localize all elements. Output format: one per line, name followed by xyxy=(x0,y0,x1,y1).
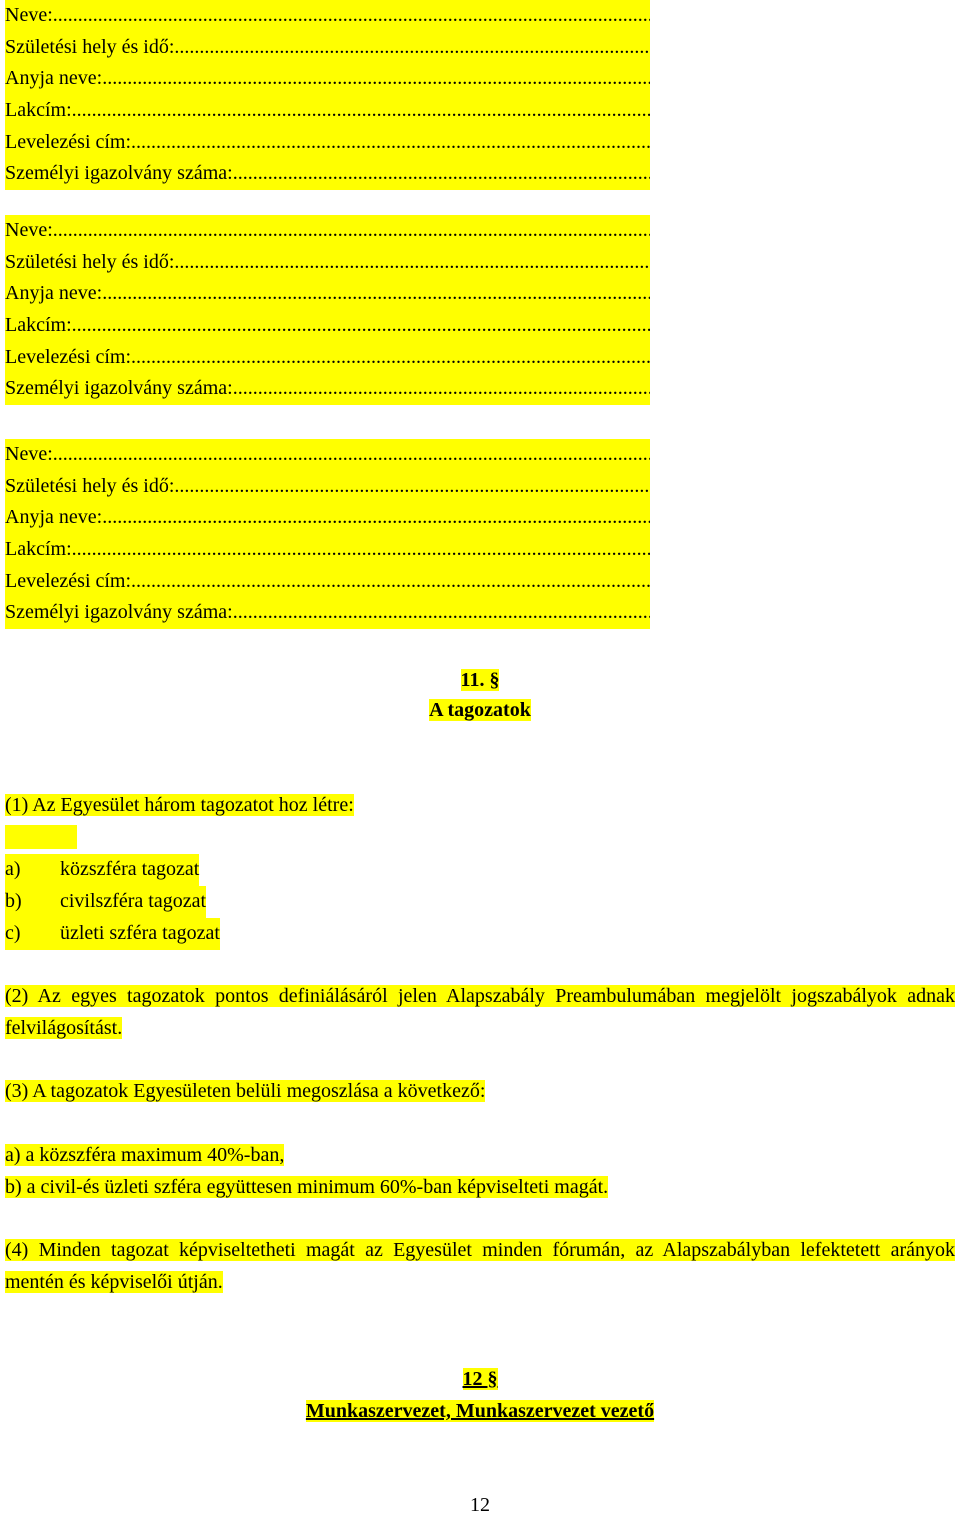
name-label: Neve: xyxy=(5,4,53,26)
birth-line xyxy=(5,32,650,64)
paragraph-3b-text: b) a civil-és üzleti szféra együttesen minimum 60%-ban képviselteti magát. xyxy=(5,1176,609,1198)
section-symbol: § xyxy=(489,669,500,691)
list-text: közszféra tagozat xyxy=(60,858,200,880)
section-symbol: § xyxy=(487,1368,498,1390)
id-label: Személyi igazolvány száma: xyxy=(5,377,233,400)
section-11-number-text: 11. § xyxy=(460,669,500,691)
fill-dots xyxy=(102,502,650,534)
id-line xyxy=(5,373,650,405)
address-label: Lakcím: xyxy=(5,99,72,122)
list-text: civilszféra tagozat xyxy=(60,890,207,912)
fill-dots xyxy=(233,158,650,190)
paragraph-3a xyxy=(5,1140,955,1172)
mother-line xyxy=(5,502,650,534)
member-block-3 xyxy=(5,439,650,629)
fill-dots xyxy=(102,278,650,310)
paragraph-3 xyxy=(5,1076,955,1108)
fill-dots xyxy=(174,32,650,64)
mother-line xyxy=(5,63,650,95)
section-12-number xyxy=(0,1364,960,1394)
fill-dots xyxy=(131,127,650,159)
birth-label: Születési hely és idő: xyxy=(5,250,175,273)
paragraph-1-text: (1) Az Egyesület három tagozatot hoz létre: xyxy=(5,794,354,816)
paragraph-3-text: (3) A tagozatok Egyesületen belüli megoszlása a következő: xyxy=(5,1080,486,1102)
mail-label: Levelezési cím: xyxy=(5,345,132,368)
paragraph-2-text: (2) Az egyes tagozatok pontos definiálásáról jelen Alapszabály Preambulumában megjelölt jogszabályok adnak felvilágosítást. xyxy=(5,985,955,1039)
mail-label: Levelezési cím: xyxy=(5,569,132,592)
blank-highlight xyxy=(5,825,77,849)
mail-line xyxy=(5,566,650,598)
section-11-title xyxy=(0,696,960,724)
birth-line xyxy=(5,247,650,279)
address-line xyxy=(5,534,650,566)
fill-dots xyxy=(131,342,650,374)
id-label: Személyi igazolvány száma: xyxy=(5,601,233,624)
section-11-number xyxy=(0,666,960,694)
list-item xyxy=(5,854,199,886)
paragraph-4-text: (4) Minden tagozat képviseltetheti magát az Egyesület minden fórumán, az Alapszabályban lefektetett arányok mentén és képviselői útján. xyxy=(5,1239,955,1293)
fill-dots xyxy=(53,215,650,247)
birth-label: Születési hely és idő: xyxy=(5,35,175,58)
fill-dots xyxy=(53,439,650,471)
list-marker: b) xyxy=(5,890,22,912)
list-marker: c) xyxy=(5,922,21,944)
mother-label: Anyja neve: xyxy=(5,282,103,305)
fill-dots xyxy=(131,566,650,598)
fill-dots xyxy=(174,471,650,503)
address-label: Lakcím: xyxy=(5,538,72,561)
list-marker: a) xyxy=(5,858,21,880)
section-12-number-text: 12 § xyxy=(462,1368,498,1390)
fill-dots xyxy=(233,597,650,629)
fill-dots xyxy=(72,534,650,566)
paragraph-4 xyxy=(5,1235,955,1298)
list-item xyxy=(5,918,220,950)
mail-line xyxy=(5,342,650,374)
birth-line xyxy=(5,471,650,503)
fill-dots xyxy=(72,310,650,342)
birth-label: Születési hely és idő: xyxy=(5,474,175,497)
page-number: 12 xyxy=(470,1494,490,1516)
fill-dots xyxy=(53,0,650,32)
id-line xyxy=(5,597,650,629)
fill-dots xyxy=(174,247,650,279)
paragraph-2 xyxy=(5,981,955,1044)
name-line xyxy=(5,0,650,32)
name-label: Neve: xyxy=(5,219,53,241)
section-12-title xyxy=(0,1396,960,1426)
mother-label: Anyja neve: xyxy=(5,67,103,90)
section-11-title-text: A tagozatok xyxy=(429,699,531,721)
mother-line xyxy=(5,278,650,310)
name-label: Neve: xyxy=(5,443,53,465)
fill-dots xyxy=(233,373,650,405)
mail-label: Levelezési cím: xyxy=(5,130,132,153)
member-block-2 xyxy=(5,215,650,405)
paragraph-3a-text: a) a közszféra maximum 40%-ban, xyxy=(5,1144,285,1166)
address-line xyxy=(5,95,650,127)
list-item xyxy=(5,886,206,918)
fill-dots xyxy=(72,95,650,127)
name-line xyxy=(5,215,650,247)
name-line xyxy=(5,439,650,471)
fill-dots xyxy=(102,63,650,95)
id-line xyxy=(5,158,650,190)
member-block-1 xyxy=(5,0,650,190)
paragraph-3b xyxy=(5,1172,955,1204)
paragraph-1 xyxy=(5,790,955,822)
address-line xyxy=(5,310,650,342)
address-label: Lakcím: xyxy=(5,314,72,337)
mother-label: Anyja neve: xyxy=(5,506,103,529)
id-label: Személyi igazolvány száma: xyxy=(5,162,233,185)
section-12-title-text: Munkaszervezet, Munkaszervezet vezető xyxy=(305,1400,655,1422)
list-text: üzleti szféra tagozat xyxy=(60,922,220,944)
mail-line xyxy=(5,127,650,159)
